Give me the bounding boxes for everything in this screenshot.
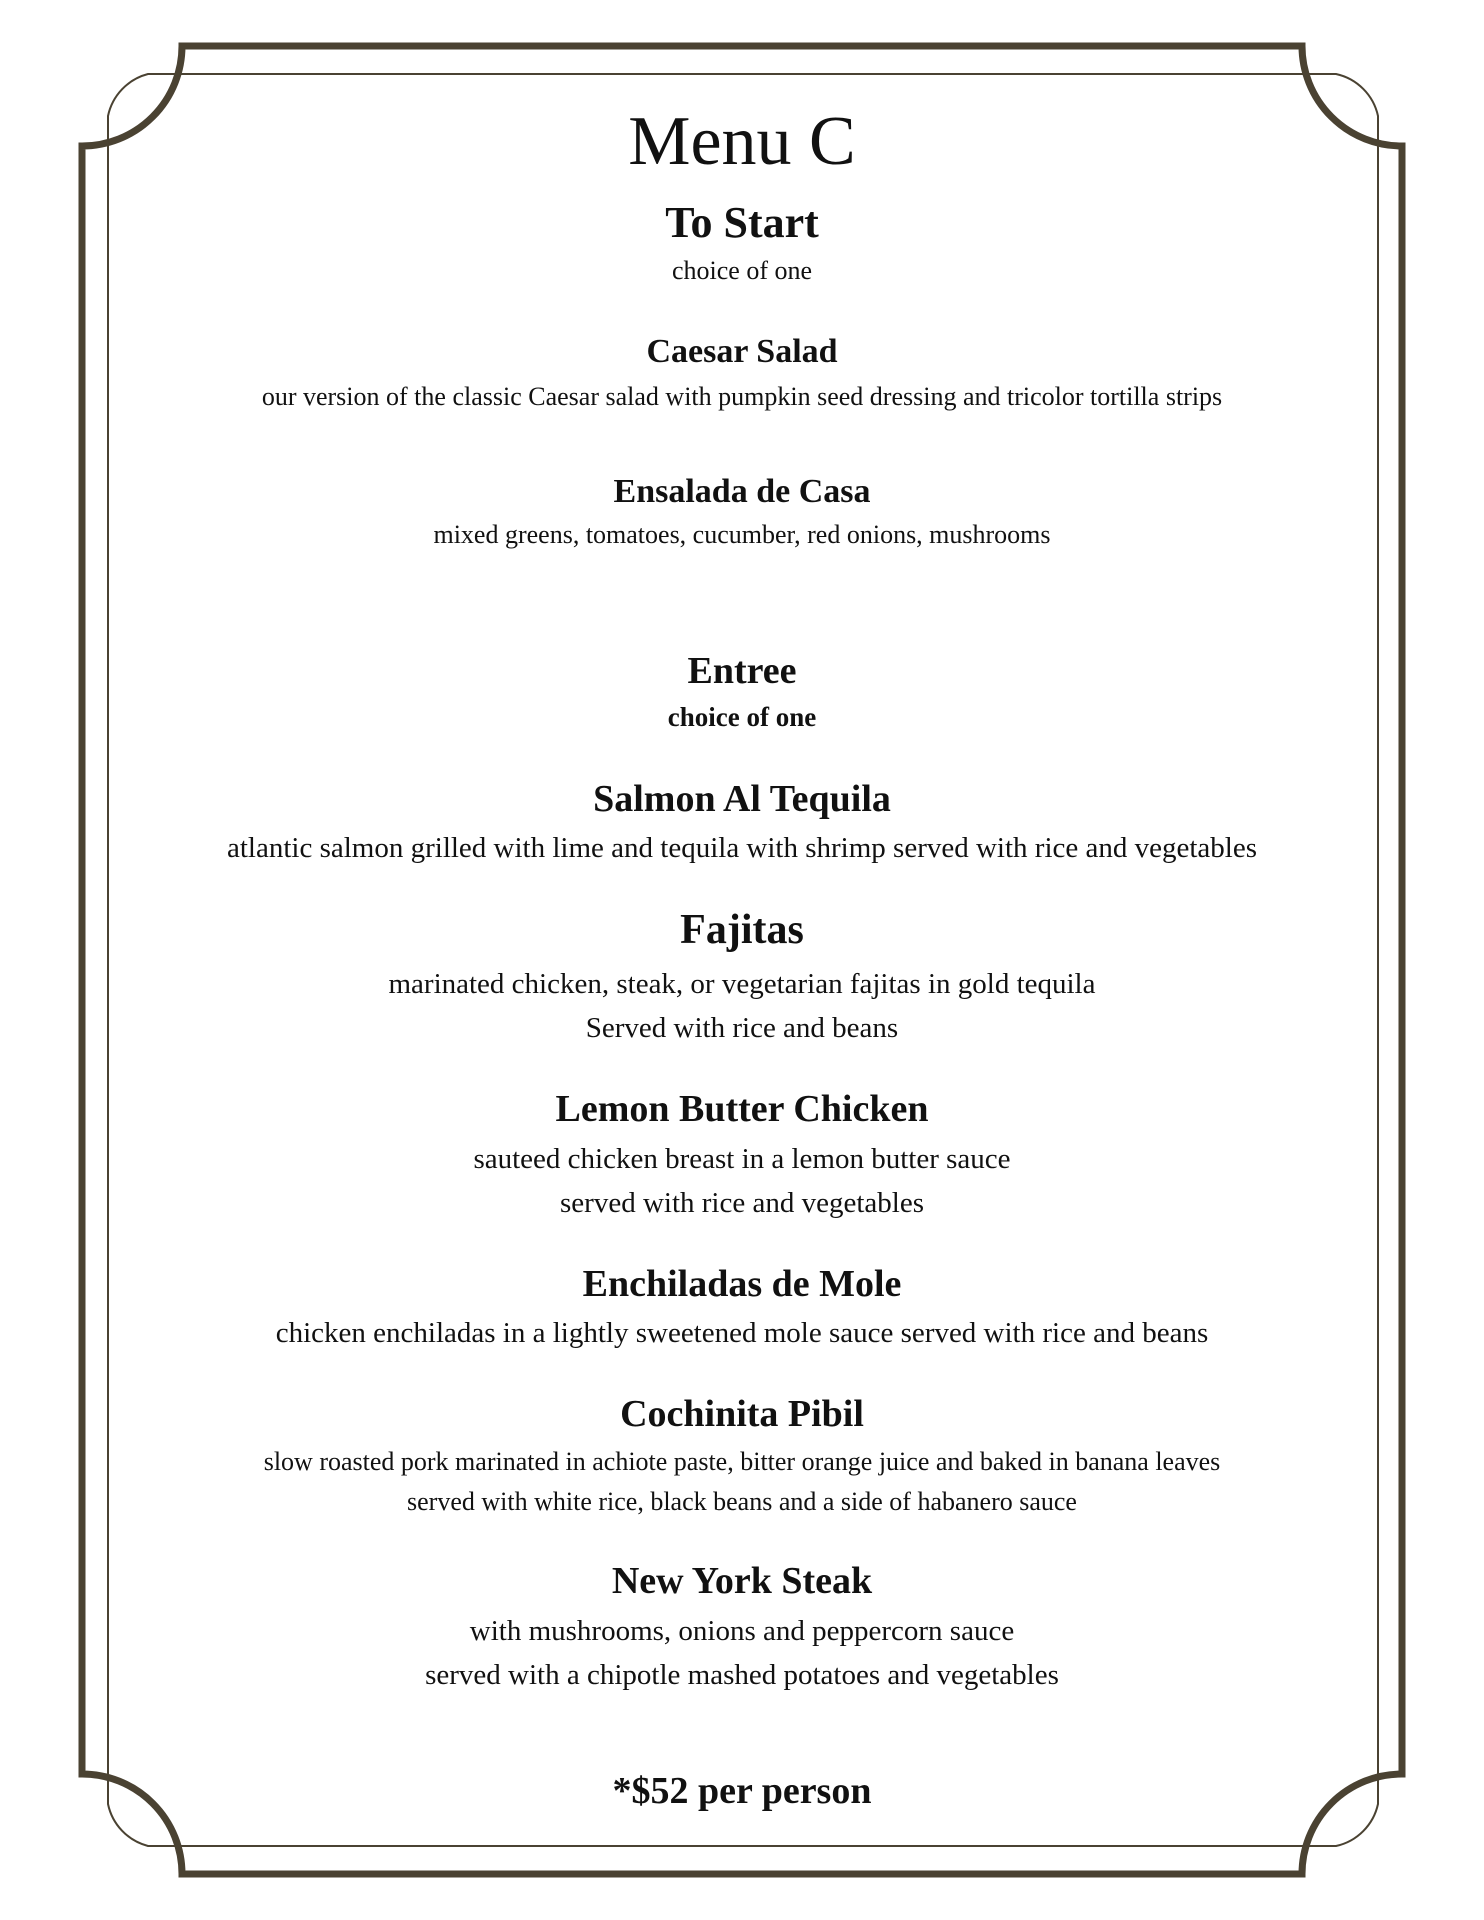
item-desc-new-york-steak-line-2: served with a chipotle mashed potatoes and vegetables [425,1659,1059,1691]
section-heading-entree: Entree [687,650,797,692]
item-name-ensalada-de-casa: Ensalada de Casa [613,473,871,510]
item-desc-cochinita-pibil-line-2: served with white rice, black beans and a side of habanero sauce [407,1487,1077,1516]
item-desc-caesar-salad: our version of the classic Caesar salad with pumpkin seed dressing and tricolor tortilla strips [261,382,1223,411]
item-name-new-york-steak: New York Steak [611,1560,873,1602]
item-name-salmon-al-tequila: Salmon Al Tequila [593,778,891,820]
item-desc-new-york-steak-line-1: with mushrooms, onions and peppercorn sauce [469,1615,1015,1647]
item-name-caesar-salad: Caesar Salad [646,333,838,370]
item-desc-cochinita-pibil-line-1: slow roasted pork marinated in achiote paste, bitter orange juice and baked in banana leaves [263,1447,1221,1476]
item-name-fajitas: Fajitas [680,907,804,953]
item-desc-ensalada-de-casa: mixed greens, tomatoes, cucumber, red onions, mushrooms [433,520,1051,549]
section-note-entree: choice of one [667,702,817,732]
item-desc-enchiladas-de-mole: chicken enchiladas in a lightly sweetened mole sauce served with rice and beans [275,1317,1209,1349]
item-name-enchiladas-de-mole: Enchiladas de Mole [582,1263,902,1305]
item-desc-fajitas-line-2: Served with rice and beans [585,1012,899,1044]
menu-title: Menu C [628,103,856,180]
section-note-start: choice of one [671,256,813,285]
item-desc-lemon-butter-chicken-line-2: served with rice and vegetables [560,1187,924,1219]
item-desc-fajitas-line-1: marinated chicken, steak, or vegetarian fajitas in gold tequila [388,968,1096,1000]
section-heading-start: To Start [665,198,819,247]
item-name-lemon-butter-chicken: Lemon Butter Chicken [555,1088,929,1130]
item-name-cochinita-pibil: Cochinita Pibil [620,1393,864,1435]
item-desc-salmon-al-tequila: atlantic salmon grilled with lime and tequila with shrimp served with rice and vegetables [226,832,1258,864]
item-desc-lemon-butter-chicken-line-1: sauteed chicken breast in a lemon butter sauce [473,1143,1011,1175]
price-per-person: *$52 per person [612,1770,872,1812]
